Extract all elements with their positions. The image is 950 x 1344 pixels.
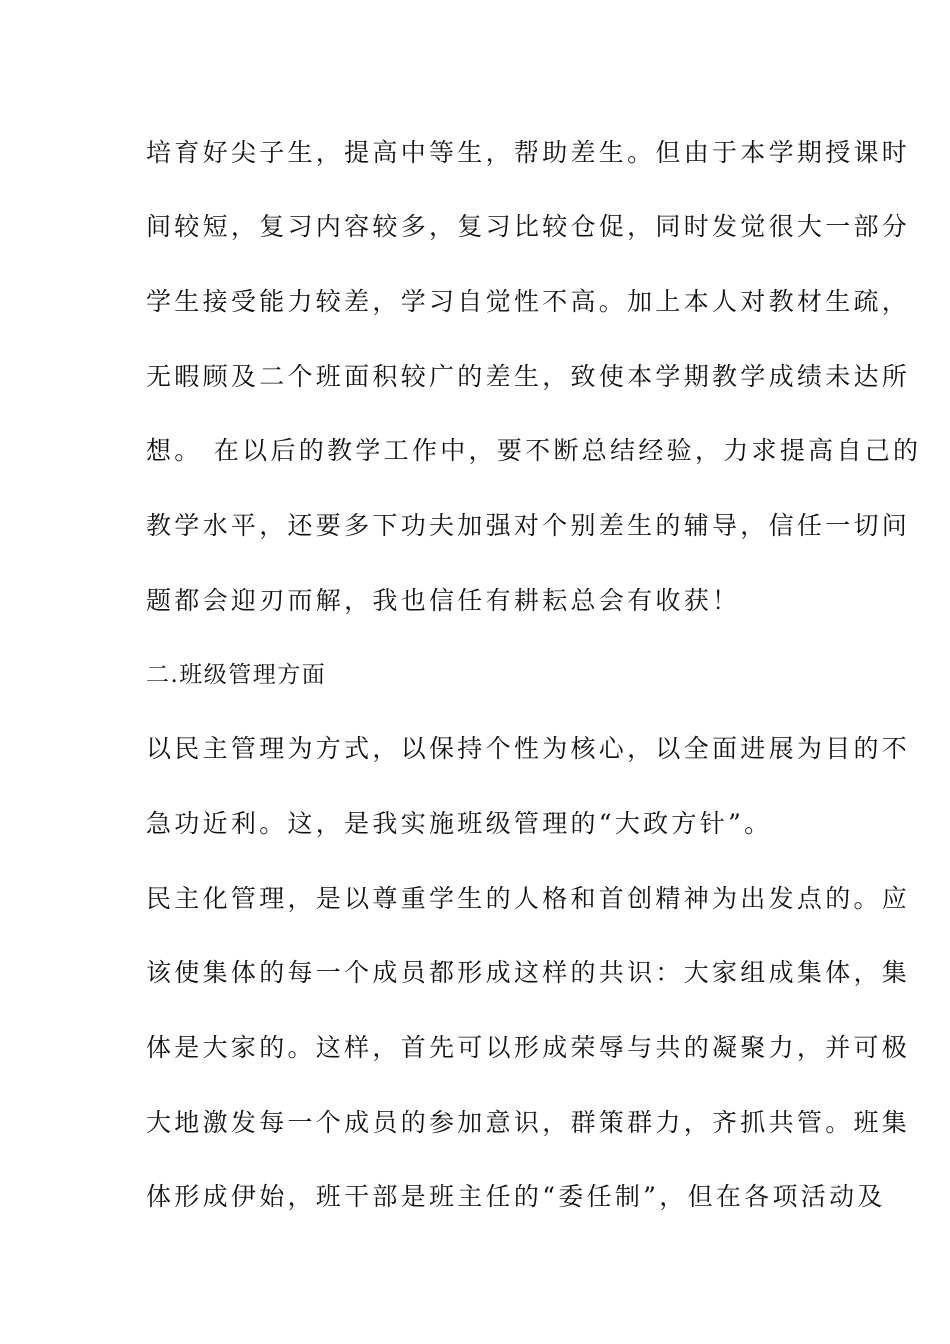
text-line: 教学水平，还要多下功夫加强对个别差生的辅导，信任一切问	[146, 511, 911, 540]
text-line: 体是大家的。这样，首先可以形成荣辱与共的凝聚力，并可极	[146, 1033, 911, 1062]
text-line: 以民主管理为方式，以保持个性为核心，以全面进展为目的不	[146, 734, 911, 763]
text-line: 民主化管理，是以尊重学生的人格和首创精神为出发点的。应	[146, 884, 911, 913]
text-line: 培育好尖子生，提高中等生，帮助差生。但由于本学期授课时	[146, 138, 911, 167]
text-line: 无暇顾及二个班面积较广的差生，致使本学期教学成绩未达所	[146, 362, 911, 391]
text-line: 想。 在以后的教学工作中，要不断总结经验，力求提高自己的	[146, 436, 922, 465]
text-line: 大地激发每一个成员的参加意识，群策群力，齐抓共管。班集	[146, 1108, 911, 1137]
text-line: 体形成伊始，班干部是班主任的“委任制”，但在各项活动及	[146, 1182, 886, 1211]
section-heading: 二.班级管理方面	[146, 662, 327, 688]
text-line: 间较短，复习内容较多，复习比较仓促，同时发觉很大一部分	[146, 212, 911, 241]
text-line: 该使集体的每一个成员都形成这样的共识：大家组成集体，集	[146, 958, 911, 987]
text-line: 急功近利。这，是我实施班级管理的“大政方针”。	[146, 809, 773, 838]
text-line: 题都会迎刃而解，我也信任有耕耘总会有收获！	[146, 586, 741, 615]
text-line: 学生接受能力较差，学习自觉性不高。加上本人对教材生疏，	[146, 287, 911, 316]
